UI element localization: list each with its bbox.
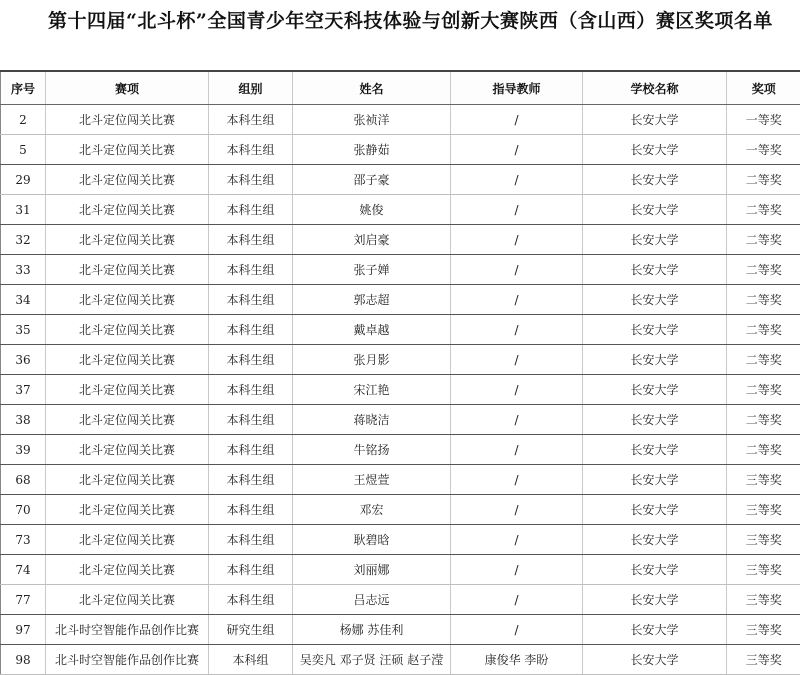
cell-event: 北斗定位闯关比赛 [46, 495, 209, 525]
cell-event: 北斗定位闯关比赛 [46, 555, 209, 585]
cell-event: 北斗定位闯关比赛 [46, 285, 209, 315]
cell-advisor: / [451, 165, 583, 195]
header-advisor: 指导教师 [451, 71, 583, 105]
cell-name: 吕志远 [293, 585, 451, 615]
cell-award: 二等奖 [727, 345, 800, 375]
cell-advisor: / [451, 435, 583, 465]
cell-advisor: / [451, 345, 583, 375]
cell-name: 刘丽娜 [293, 555, 451, 585]
cell-award: 三等奖 [727, 615, 800, 645]
cell-no: 73 [1, 525, 46, 555]
cell-group: 研究生组 [209, 615, 293, 645]
cell-event: 北斗时空智能作品创作比赛 [46, 615, 209, 645]
cell-event: 北斗定位闯关比赛 [46, 195, 209, 225]
header-no: 序号 [1, 71, 46, 105]
cell-no: 34 [1, 285, 46, 315]
cell-name: 耿碧晗 [293, 525, 451, 555]
table-row [1, 105, 800, 135]
header-school: 学校名称 [583, 71, 727, 105]
cell-school: 长安大学 [583, 525, 727, 555]
table-header-row [1, 71, 800, 105]
cell-school: 长安大学 [583, 195, 727, 225]
cell-name: 戴卓越 [293, 315, 451, 345]
cell-event: 北斗定位闯关比赛 [46, 225, 209, 255]
cell-advisor: / [451, 195, 583, 225]
cell-group: 本科生组 [209, 195, 293, 225]
cell-advisor: / [451, 315, 583, 345]
cell-event: 北斗定位闯关比赛 [46, 465, 209, 495]
cell-event: 北斗定位闯关比赛 [46, 345, 209, 375]
cell-advisor: / [451, 525, 583, 555]
cell-award: 一等奖 [727, 135, 800, 165]
cell-award: 三等奖 [727, 495, 800, 525]
table-row [1, 225, 800, 255]
cell-school: 长安大学 [583, 165, 727, 195]
header-name: 姓名 [293, 71, 451, 105]
cell-advisor: / [451, 255, 583, 285]
cell-no: 97 [1, 615, 46, 645]
header-group: 组别 [209, 71, 293, 105]
cell-group: 本科生组 [209, 435, 293, 465]
cell-award: 三等奖 [727, 585, 800, 615]
cell-no: 37 [1, 375, 46, 405]
cell-group: 本科生组 [209, 495, 293, 525]
cell-group: 本科生组 [209, 105, 293, 135]
cell-group: 本科组 [209, 645, 293, 675]
cell-event: 北斗定位闯关比赛 [46, 255, 209, 285]
cell-name: 邵子豪 [293, 165, 451, 195]
cell-group: 本科生组 [209, 585, 293, 615]
table-row [1, 645, 800, 675]
cell-school: 长安大学 [583, 285, 727, 315]
cell-school: 长安大学 [583, 555, 727, 585]
cell-name: 吴奕凡 邓子贤 汪硕 赵子滢 [293, 645, 451, 675]
cell-advisor: / [451, 465, 583, 495]
cell-award: 二等奖 [727, 225, 800, 255]
cell-award: 三等奖 [727, 645, 800, 675]
cell-school: 长安大学 [583, 645, 727, 675]
cell-event: 北斗定位闯关比赛 [46, 405, 209, 435]
table-row [1, 315, 800, 345]
cell-name: 宋江艳 [293, 375, 451, 405]
cell-group: 本科生组 [209, 375, 293, 405]
cell-advisor: / [451, 405, 583, 435]
cell-school: 长安大学 [583, 495, 727, 525]
cell-group: 本科生组 [209, 465, 293, 495]
cell-no: 31 [1, 195, 46, 225]
table-row [1, 435, 800, 465]
cell-no: 36 [1, 345, 46, 375]
cell-name: 张子婵 [293, 255, 451, 285]
table-row [1, 345, 800, 375]
cell-group: 本科生组 [209, 225, 293, 255]
cell-award: 二等奖 [727, 195, 800, 225]
cell-no: 98 [1, 645, 46, 675]
cell-event: 北斗定位闯关比赛 [46, 375, 209, 405]
table-body [1, 105, 800, 675]
cell-school: 长安大学 [583, 105, 727, 135]
cell-award: 二等奖 [727, 255, 800, 285]
cell-name: 张月影 [293, 345, 451, 375]
table-row [1, 255, 800, 285]
cell-group: 本科生组 [209, 555, 293, 585]
header-event: 赛项 [46, 71, 209, 105]
cell-advisor: / [451, 495, 583, 525]
cell-school: 长安大学 [583, 135, 727, 165]
cell-name: 王煜萱 [293, 465, 451, 495]
cell-award: 二等奖 [727, 285, 800, 315]
table-row [1, 405, 800, 435]
cell-name: 蒋晓洁 [293, 405, 451, 435]
cell-school: 长安大学 [583, 405, 727, 435]
cell-school: 长安大学 [583, 585, 727, 615]
cell-award: 二等奖 [727, 165, 800, 195]
cell-no: 5 [1, 135, 46, 165]
cell-award: 一等奖 [727, 105, 800, 135]
cell-group: 本科生组 [209, 255, 293, 285]
table-row [1, 135, 800, 165]
cell-award: 三等奖 [727, 525, 800, 555]
cell-no: 32 [1, 225, 46, 255]
cell-event: 北斗定位闯关比赛 [46, 435, 209, 465]
cell-name: 杨娜 苏佳利 [293, 615, 451, 645]
cell-school: 长安大学 [583, 465, 727, 495]
table-row [1, 585, 800, 615]
cell-advisor: / [451, 285, 583, 315]
cell-award: 三等奖 [727, 465, 800, 495]
cell-event: 北斗定位闯关比赛 [46, 315, 209, 345]
cell-event: 北斗定位闯关比赛 [46, 105, 209, 135]
table-row [1, 615, 800, 645]
cell-group: 本科生组 [209, 345, 293, 375]
cell-advisor: / [451, 225, 583, 255]
table-row [1, 195, 800, 225]
cell-advisor: / [451, 135, 583, 165]
cell-event: 北斗定位闯关比赛 [46, 135, 209, 165]
table-row [1, 555, 800, 585]
cell-name: 张静茹 [293, 135, 451, 165]
cell-advisor: / [451, 615, 583, 645]
cell-group: 本科生组 [209, 285, 293, 315]
cell-advisor: / [451, 105, 583, 135]
cell-no: 29 [1, 165, 46, 195]
cell-school: 长安大学 [583, 375, 727, 405]
cell-event: 北斗定位闯关比赛 [46, 585, 209, 615]
page-title: 第十四届“北斗杯”全国青少年空天科技体验与创新大赛陕西（含山西）赛区奖项名单 [48, 10, 773, 32]
cell-school: 长安大学 [583, 255, 727, 285]
awards-table [0, 70, 800, 675]
cell-name: 姚俊 [293, 195, 451, 225]
cell-no: 33 [1, 255, 46, 285]
cell-group: 本科生组 [209, 165, 293, 195]
cell-event: 北斗定位闯关比赛 [46, 165, 209, 195]
cell-advisor: / [451, 375, 583, 405]
cell-award: 二等奖 [727, 375, 800, 405]
cell-no: 35 [1, 315, 46, 345]
cell-advisor: 康俊华 李盼 [451, 645, 583, 675]
cell-school: 长安大学 [583, 615, 727, 645]
cell-no: 70 [1, 495, 46, 525]
table-row [1, 165, 800, 195]
cell-name: 牛铭扬 [293, 435, 451, 465]
table-row [1, 525, 800, 555]
cell-name: 郭志超 [293, 285, 451, 315]
cell-award: 三等奖 [727, 555, 800, 585]
cell-event: 北斗定位闯关比赛 [46, 525, 209, 555]
cell-no: 68 [1, 465, 46, 495]
cell-no: 39 [1, 435, 46, 465]
cell-award: 二等奖 [727, 315, 800, 345]
cell-school: 长安大学 [583, 345, 727, 375]
cell-no: 74 [1, 555, 46, 585]
cell-no: 77 [1, 585, 46, 615]
cell-event: 北斗时空智能作品创作比赛 [46, 645, 209, 675]
cell-award: 二等奖 [727, 405, 800, 435]
cell-school: 长安大学 [583, 225, 727, 255]
table-row [1, 285, 800, 315]
cell-no: 2 [1, 105, 46, 135]
cell-group: 本科生组 [209, 135, 293, 165]
cell-name: 刘启豪 [293, 225, 451, 255]
header-award: 奖项 [727, 71, 800, 105]
cell-group: 本科生组 [209, 525, 293, 555]
cell-group: 本科生组 [209, 405, 293, 435]
cell-advisor: / [451, 555, 583, 585]
cell-school: 长安大学 [583, 435, 727, 465]
table-row [1, 375, 800, 405]
table-row [1, 465, 800, 495]
cell-school: 长安大学 [583, 315, 727, 345]
cell-award: 二等奖 [727, 435, 800, 465]
cell-no: 38 [1, 405, 46, 435]
cell-name: 邓宏 [293, 495, 451, 525]
cell-name: 张祯洋 [293, 105, 451, 135]
cell-advisor: / [451, 585, 583, 615]
table-row [1, 495, 800, 525]
cell-group: 本科生组 [209, 315, 293, 345]
